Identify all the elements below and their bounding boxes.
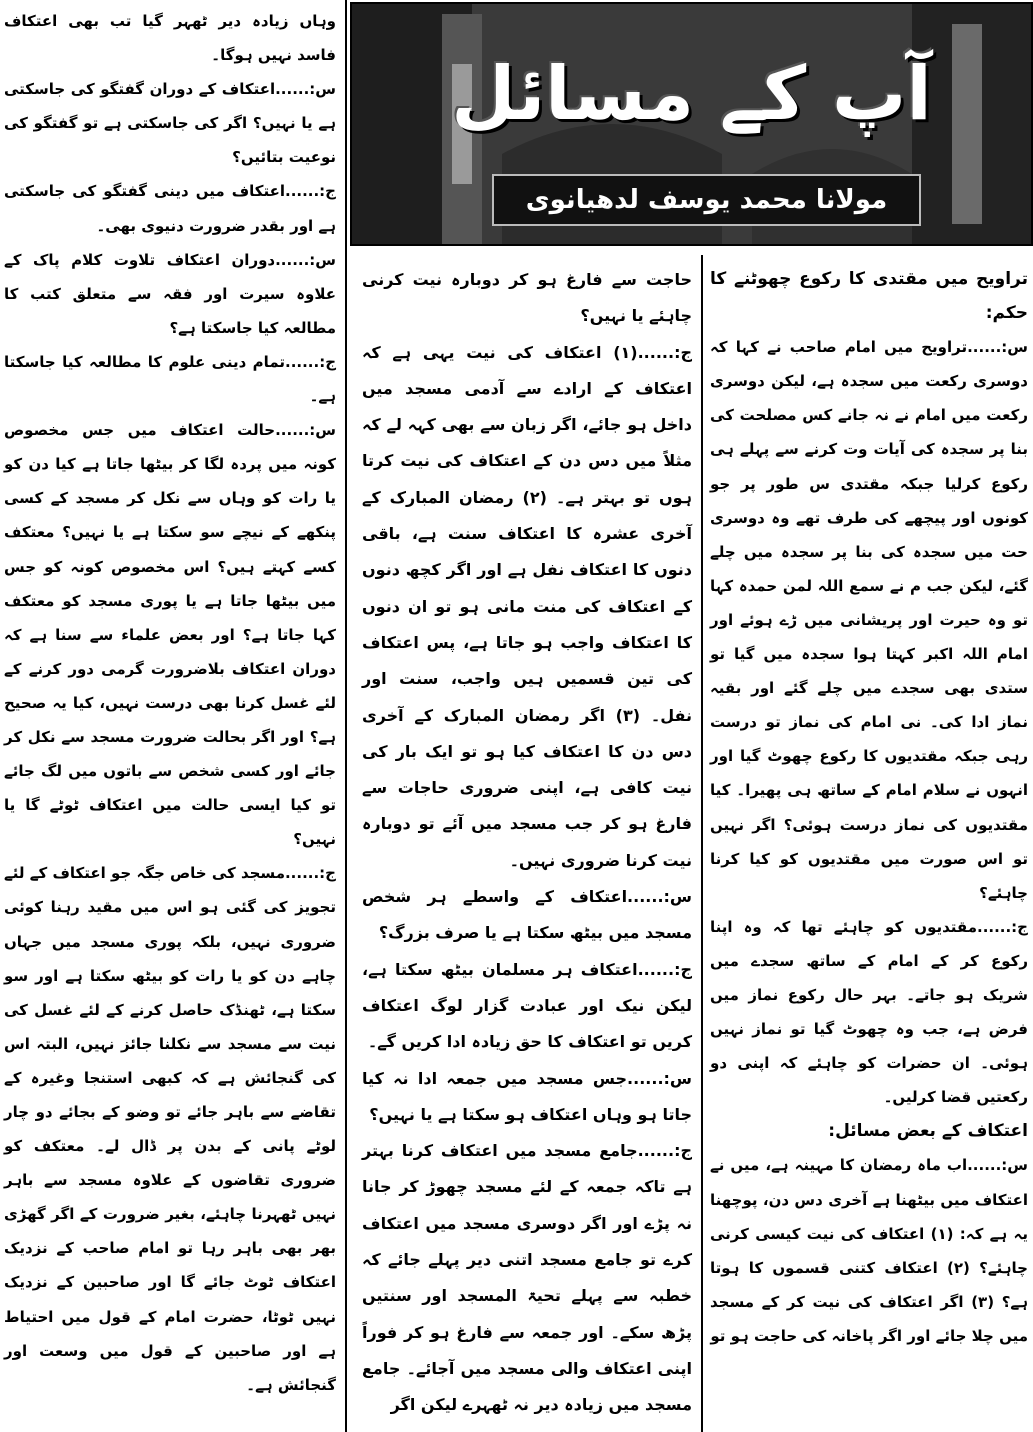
answer-text: ج:......تمام دینی علوم کا مطالعہ کیا جاسکتا ہے۔ (4, 352, 336, 406)
answer-text: ج:......جامع مسجد میں اعتکاف کرنا بہتر ہے تاکہ جمعہ کے لئے مسجد چھوڑ کر جانا نہ پڑے اور اگر دوسری مسجد میں اعتکاف کرے تو جامع مسجد اتنی دیر پہلے جائے کہ خطبہ سے پہلے تحیۃ المسجد اور سنتیں پڑھ سکے۔ اور جمعہ سے فارغ ہو کر فوراً اپنی اعتکاف والی مسجد میں آجائے۔ جامع مسجد میں زیادہ دیر نہ ٹھہرے لیکن اگر (362, 1141, 692, 1415)
question-text: س:......تراویح میں امام صاحب نے کہا کہ دوسری رکعت میں سجدہ ہے، لیکن دوسری رکعت میں امام نے نہ جانے کس مصلحت کی بنا پر سجدہ کی آیات وت کرنے سے پہلے ہی رکوع کرلیا جبکہ مقتدی س طور پر جو کونوں اور پیچھے کی طرف تھے وہ دوسری حت میں سجدہ کی بنا پر سجدہ میں چلے گئے، لیکن جب م نے سمع اللہ لمن حمدہ کہا تو وہ حیرت اور پریشانی میں ڑے ہوئے اور امام اللہ اکبر کہتا ہوا سجدہ میں گیا تو ستدی بھی سجدے میں چلے گئے اور بقیہ نماز ادا کی۔ نی امام کی نماز تو درست رہی جبکہ مقتدیوں کا رکوع چھوٹ گیا اور انہوں نے سلام امام کے ساتھ ہی پھیرا۔ کیا مقتدیوں کی نماز درست ہوئی؟ اگر نہیں تو اس صورت میں مقتدیوں کو کیا کرنا چاہئے؟ (710, 338, 1028, 902)
question-text: س:......اب ماہ رمضان کا مہینہ ہے، میں نے اعتکاف میں بیٹھنا ہے آخری دس دن، پوچھنا یہ ہے کہ: (۱) اعتکاف کی نیت کیسی کرنی چاہئے؟ (۲) اعتکاف کتنی قسموں کا ہوتا ہے؟ (۳) اگر اعتکاف کی نیت کر کے مسجد میں چلا جائے اور اگر پاخانہ کی حاجت ہو تو (710, 1156, 1028, 1345)
question-text: س:......دوران اعتکاف تلاوت کلام پاک کے علاوہ سیرت اور فقہ سے متعلق کتب کا مطالعہ کیا جاسکتا ہے؟ (4, 250, 336, 337)
author-bar (492, 174, 921, 226)
question-text: س:......حالت اعتکاف میں جس مخصوص کونہ میں پردہ لگا کر بیٹھا جاتا ہے کیا دن کو یا رات کو وہاں سے نکل کر مسجد کے کسی پنکھے کے نیچے سو سکتا ہے یا نہیں؟ معتکف کسے کہتے ہیں؟ اس مخصوص کونہ کو جس میں بیٹھا جاتا ہے یا پوری مسجد کو معتکف کہا جاتا ہے؟ اور بعض علماء سے سنا ہے کہ دوران اعتکاف بلاضرورت گرمی دور کرنے کے لئے غسل کرنا بھی درست نہیں، کیا یہ صحیح ہے؟ اور اگر بحالت ضرورت مسجد سے نکل کر جائے اور کسی شخص سے باتوں میں لگ جائے تو کیا ایسی حالت میں اعتکاف ٹوٹے گا یا نہیں؟ (4, 421, 336, 849)
answer-text: ج:......مقتدیوں کو چاہئے تھا کہ وہ اپنا رکوع کر کے امام کے ساتھ سجدے میں شریک ہو جاتے۔ بہر حال رکوع نماز میں فرض ہے، جب وہ چھوٹ گیا تو نماز نہیں ہوئی۔ ان حضرات کو چاہئے کہ اپنی دو رکعتیں قضا کرلیں۔ (710, 917, 1028, 1107)
author-name: مولانا محمد یوسف لدھیانوی (525, 185, 888, 215)
section-heading: تراویح میں مقتدی کا رکوع چھوٹنے کا حکم: (710, 269, 1028, 324)
column-divider (345, 0, 347, 1432)
question-text: س:......اعتکاف کے دوران گفتگو کی جاسکتی ہے یا نہیں؟ اگر کی جاسکتی ہے تو گفتگو کی نوعیت بتائیں؟ (4, 80, 336, 167)
answer-text: ج:......(۱) اعتکاف کی نیت یہی ہے کہ اعتکاف کے ارادے سے آدمی مسجد میں داخل ہو جائے، اگر زبان سے بھی کہہ لے کہ مثلاً میں دس دن کے اعتکاف کی نیت کرتا ہوں تو بہتر ہے۔ (۲) رمضان المبارک کے آخری عشرہ کا اعتکاف سنت ہے، باقی دنوں کا اعتکاف نفل ہے اور اگر کچھ دنوں کے اعتکاف کی منت مانی ہو تو ان دنوں کا اعتکاف واجب ہو جاتا ہے، پس اعتکاف کی تین قسمیں ہیں واجب، سنت اور نفل۔ (۳) اگر رمضان المبارک کے آخری دس دن کا اعتکاف کیا ہو تو ایک بار کی نیت کافی ہے، اپنی ضروری حاجات سے فارغ ہو کر جب مسجد میں آئے تو دوبارہ نیت کرنا ضروری نہیں۔ (362, 342, 693, 870)
answer-text: ج:......اعتکاف ہر مسلمان بیٹھ سکتا ہے، لیکن نیک اور عبادت گزار لوگ اعتکاف کریں تو اعتکاف کا حق زیادہ ادا کریں گے۔ (362, 959, 692, 1052)
question-text: حاجت سے فارغ ہو کر دوبارہ نیت کرنی چاہئے یا نہیں؟ (362, 270, 692, 326)
section-heading: اعتکاف کے بعض مسائل: (828, 1121, 1028, 1142)
question-text: س:......جس مسجد میں جمعہ ادا نہ کیا جاتا ہو وہاں اعتکاف ہو سکتا ہے یا نہیں؟ (362, 1068, 692, 1124)
question-text: س:......اعتکاف کے واسطے ہر شخص مسجد میں بیٹھ سکتا ہے یا صرف بزرگ؟ (362, 887, 692, 943)
left-column (4, 4, 336, 1402)
answer-text: ج:......مسجد کی خاص جگہ جو اعتکاف کے لئے تجویز کی گئی ہو اس میں مقید رہنا کوئی ضروری نہیں، بلکہ پوری مسجد میں جہاں چاہے دن کو یا رات کو بیٹھ سکتا ہے اور سو سکتا ہے، ٹھنڈک حاصل کرنے کے لئے غسل کی نیت سے مسجد سے نکلنا جائز نہیں، البتہ اس کی گنجائش ہے کہ کبھی استنجا وغیرہ کے تقاضے سے باہر جائے تو وضو کے بجائے دو چار لوٹے پانی کے بدن پر ڈال لے۔ معتکف کو ضروری تقاضوں کے علاوہ مسجد سے باہر نہیں ٹھہرنا چاہئے، بغیر ضرورت کے اگر گھڑی بھر بھی باہر رہا تو امام صاحب کے نزدیک اعتکاف ٹوٹ جائے گا اور صاحبین کے نزدیک نہیں ٹوٹا، حضرت امام کے قول میں احتیاط ہے اور صاحبین کے قول میں وسعت اور گنجائش ہے۔ (4, 864, 336, 1394)
middle-column (362, 262, 692, 1424)
banner-title: آپ کے مسائل (451, 51, 932, 137)
column-divider (701, 255, 703, 1432)
right-column (710, 262, 1028, 1353)
answer-text: وہاں زیادہ دیر ٹھہر گیا تب بھی اعتکاف فاسد نہیں ہوگا۔ (4, 12, 336, 65)
answer-text: ج:......اعتکاف میں دینی گفتگو کی جاسکتی ہے اور بقدر ضرورت دنیوی بھی۔ (4, 182, 336, 235)
column-banner (350, 2, 1033, 246)
